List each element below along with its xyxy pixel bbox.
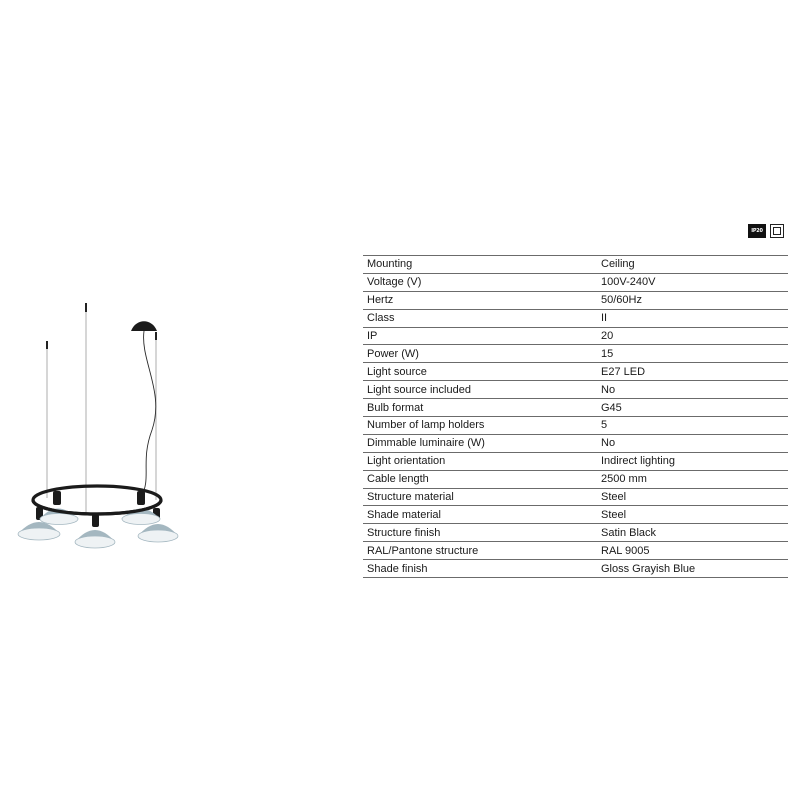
spec-label: RAL/Pantone structure [363, 542, 597, 560]
spec-row [363, 345, 788, 363]
spec-value: Gloss Grayish Blue [597, 560, 788, 578]
spec-label: Shade material [363, 506, 597, 524]
spec-label: Cable length [363, 470, 597, 488]
spec-row [363, 542, 788, 560]
spec-value: RAL 9005 [597, 542, 788, 560]
pendant-lamp-image [0, 290, 200, 560]
spec-label: Class [363, 309, 597, 327]
spec-value: 5 [597, 417, 788, 435]
spec-row [363, 273, 788, 291]
spec-value: No [597, 381, 788, 399]
spec-value: 20 [597, 327, 788, 345]
spec-row [363, 256, 788, 274]
spec-value: Steel [597, 488, 788, 506]
spec-label: Bulb format [363, 399, 597, 417]
spec-label: Mounting [363, 256, 597, 274]
spec-value: G45 [597, 399, 788, 417]
certification-badges [748, 224, 784, 238]
shade-front-right [138, 524, 178, 542]
spec-row [363, 524, 788, 542]
spec-label: Hertz [363, 291, 597, 309]
specifications-table [363, 255, 788, 578]
spec-value: E27 LED [597, 363, 788, 381]
spec-label: Dimmable luminaire (W) [363, 434, 597, 452]
spec-row [363, 434, 788, 452]
spec-label: Voltage (V) [363, 273, 597, 291]
spec-value: Ceiling [597, 256, 788, 274]
spec-value: 2500 mm [597, 470, 788, 488]
spec-value: II [597, 309, 788, 327]
spec-value: No [597, 434, 788, 452]
spec-row [363, 381, 788, 399]
spec-label: IP [363, 327, 597, 345]
spec-row [363, 452, 788, 470]
class-ii-icon [770, 224, 784, 238]
spec-row [363, 363, 788, 381]
spec-row [363, 399, 788, 417]
ip-rating-badge: IP20 [748, 224, 766, 238]
spec-value: Indirect lighting [597, 452, 788, 470]
spec-row [363, 560, 788, 578]
spec-row [363, 291, 788, 309]
spec-row [363, 506, 788, 524]
spec-value: 50/60Hz [597, 291, 788, 309]
spec-value: 100V-240V [597, 273, 788, 291]
spec-value: Steel [597, 506, 788, 524]
spec-label: Structure material [363, 488, 597, 506]
spec-label: Light source included [363, 381, 597, 399]
spec-row [363, 488, 788, 506]
shade-front-left [18, 522, 60, 540]
spec-label: Light source [363, 363, 597, 381]
spec-label: Light orientation [363, 452, 597, 470]
spec-label: Structure finish [363, 524, 597, 542]
spec-row [363, 327, 788, 345]
spec-row [363, 417, 788, 435]
spec-row [363, 309, 788, 327]
spec-value: 15 [597, 345, 788, 363]
spec-label: Number of lamp holders [363, 417, 597, 435]
spec-label: Power (W) [363, 345, 597, 363]
spec-value: Satin Black [597, 524, 788, 542]
spec-row [363, 470, 788, 488]
shade-front-center [75, 530, 115, 548]
spec-label: Shade finish [363, 560, 597, 578]
